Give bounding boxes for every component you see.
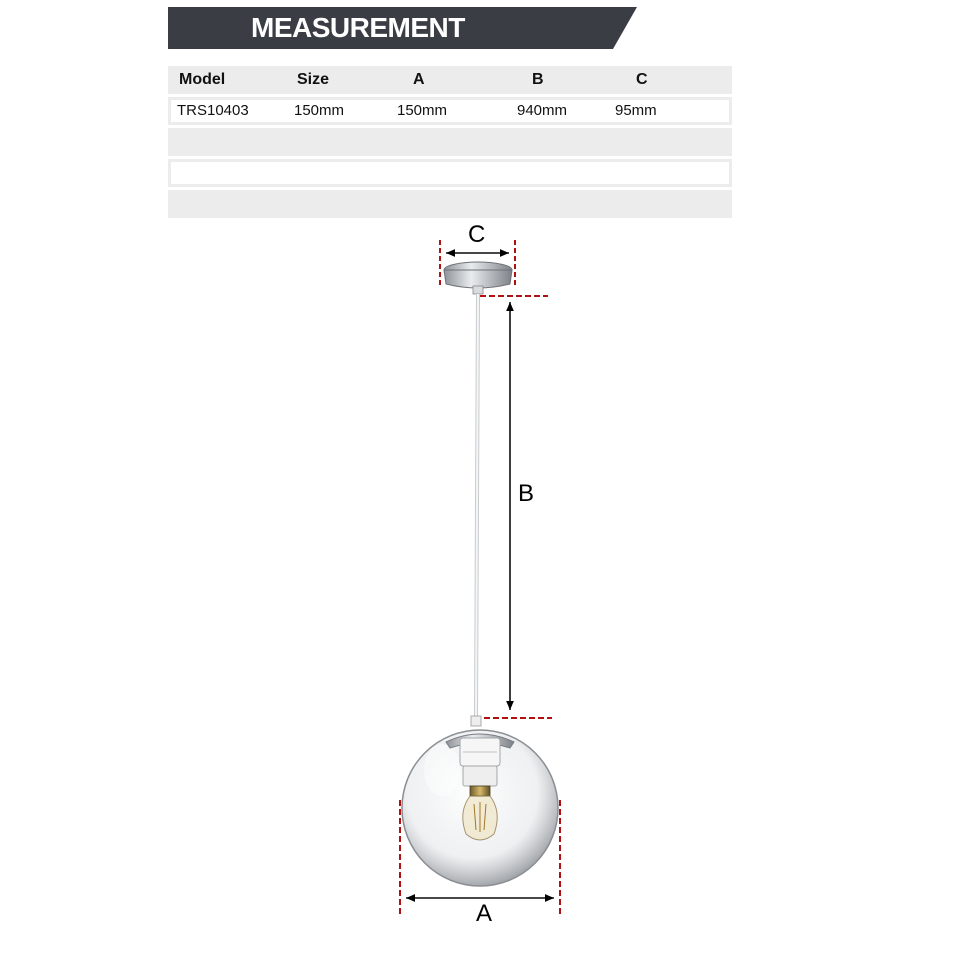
column-header-c: C: [636, 71, 648, 88]
dimension-label-b: B: [518, 480, 535, 507]
cell-a: 150mm: [397, 102, 448, 119]
cell-size: 150mm: [294, 102, 345, 119]
cell-b: 940mm: [517, 102, 568, 119]
dimension-label-c: C: [468, 221, 486, 248]
column-header-model: Model: [179, 71, 226, 88]
pendant-cable: [476, 294, 478, 716]
column-header-b: B: [532, 71, 544, 88]
column-header-a: A: [413, 71, 425, 88]
cell-c: 95mm: [615, 102, 657, 119]
dimension-b: [480, 296, 552, 718]
page-title: MEASUREMENT: [251, 12, 465, 43]
column-header-size: Size: [297, 71, 330, 88]
bulb-socket: [460, 738, 500, 786]
cell-model: TRS10403: [177, 102, 249, 119]
dimension-label-a: A: [476, 900, 493, 927]
ceiling-canopy: [444, 262, 512, 294]
